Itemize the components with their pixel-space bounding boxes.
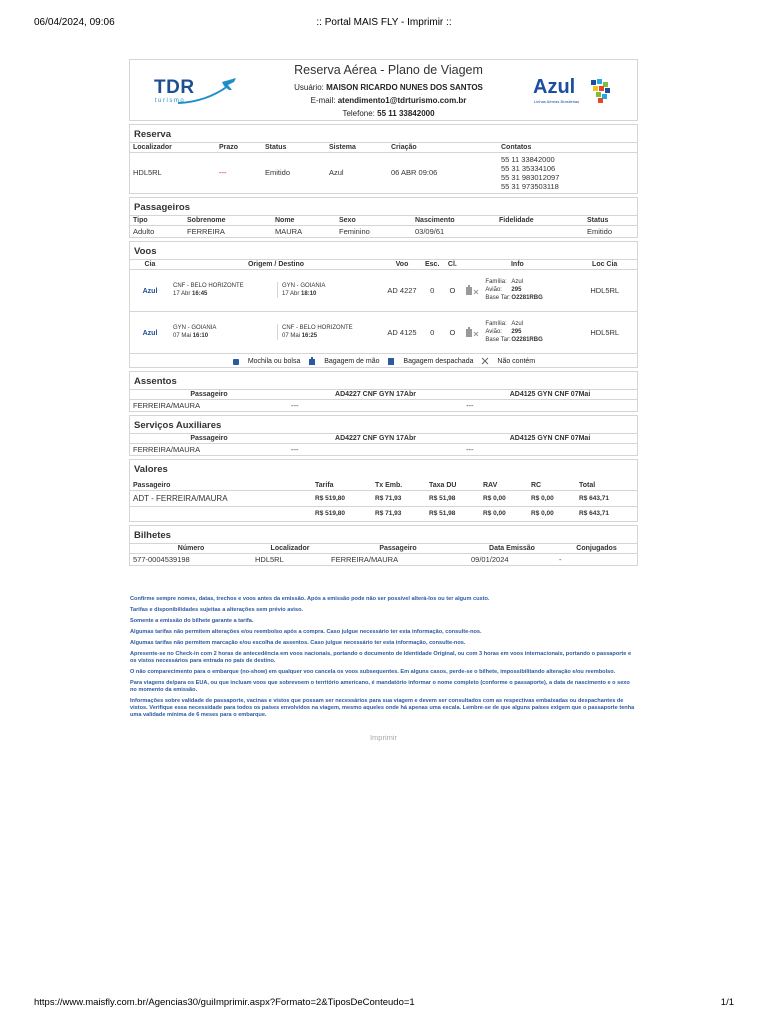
reserva-table: Localizador Prazo Status Sistema Criação Contatos HDL5RL --- Emitido Azul 06 ABR 09:06 55 11 33842000 55 31 35334106 55 31 983012097 55 31 973503118: [130, 143, 637, 193]
note: Para viagens de/para os EUA, ou que incluam voos que sobrevoem o território americano, é mandatório informar o nome completo (conforme o passaporte), a data de nascimento e o sexo no momento da emissão.: [130, 679, 630, 693]
note: Algumas tarifas não permitem marcação e/ou escolha de assentos. Caso julgue necessário ter esta informação, consulte-nos.: [130, 639, 466, 646]
print-header: [34, 17, 734, 31]
flight-destination: GYN - GOIANIA 17 Abr 18:10: [282, 283, 326, 297]
user-line: Usuário: MAISON RICARDO NUNES DOS SANTOS: [294, 83, 483, 92]
backpack-icon: [232, 357, 240, 365]
passageiros-title: Passageiros: [130, 198, 637, 216]
bilhetes-section: [129, 525, 638, 566]
reserva-localizador: HDL5RL: [133, 168, 162, 178]
reserva-criacao: 06 ABR 09:06: [391, 168, 438, 178]
flight-number: AD 4227: [387, 285, 417, 295]
valores-section: [129, 459, 638, 522]
print-tab-title: :: Portal MAIS FLY - Imprimir ::: [316, 17, 452, 28]
itinerary-header: [129, 59, 638, 121]
bilhetes-table: Número Localizador Passageiro Data Emissão Conjugados 577-0004539198 HDL5RL FERREIRA/MAURA 09/01/2024 -: [130, 544, 637, 565]
assentos-table: Passageiro AD4227 CNF GYN 17Abr AD4125 GYN CNF 07Mai FERREIRA/MAURA --- ---: [130, 390, 637, 411]
voos-table: Cia Origem / Destino Voo Esc. Cl. Info Loc Cia Azul CNF - BELO HORIZONTE 17 Abr 16:45 GYN - GOIANIA 17 Abr 18:10 AD 4227 0 O Família: Azul Avião: 295 Base Tar:O2281RBG HDL5RL Azul GYN - GOIANIA 07 Mai 16:10 CNF - BELO HORIZONTE 07 Mai 16:25 AD 4125 0 O Família: Azul Avião: 295 Base Tar:O2281RBG HDL5RL: [130, 260, 637, 354]
phone-line: Telefone: 55 11 33842000: [342, 109, 435, 118]
note: Confirme sempre nomes, datas, trechos e voos antes da emissão. Após a emissão pode não ser possível alterá-los ou ter algum custo.: [130, 595, 490, 602]
page-title: Reserva Aérea - Plano de Viagem: [294, 63, 483, 77]
servicos-title: Serviços Auxiliares: [130, 416, 637, 434]
not-included-icon: [481, 357, 489, 365]
note: O não comparecimento para o embarque (no-show) em qualquer voo cancela os voos subsequentes. Em alguns casos, perde-se o bilhete, impossibilitando alteração e/ou reembolso.: [130, 668, 616, 675]
servicos-section: [129, 415, 638, 456]
print-link[interactable]: Imprimir: [369, 732, 398, 742]
brazil-map-icon: [589, 78, 613, 104]
note: Somente a emissão do bilhete garante a tarifa.: [130, 617, 254, 624]
totals-row: R$ 519,80 R$ 71,93 R$ 51,98 R$ 0,00 R$ 0,00 R$ 643,71: [130, 507, 637, 521]
flight-number: AD 4125: [387, 327, 417, 337]
note: Algumas tarifas não permitem alterações e/ou reembolso após a compra. Caso julgue necessário ter esta informação, consulte-nos.: [130, 628, 482, 635]
passageiros-section: [129, 197, 638, 238]
reserva-section: [129, 124, 638, 194]
voos-section: [129, 241, 638, 369]
table-row: 577-0004539198 HDL5RL FERREIRA/MAURA 09/01/2024 -: [130, 553, 637, 565]
reserva-status: Emitido: [265, 168, 291, 178]
airplane-icon: [176, 76, 240, 106]
reserva-sistema: Azul: [329, 168, 344, 178]
azul-mini-logo: Azul: [142, 287, 158, 295]
table-row: FERREIRA/MAURA --- ---: [130, 444, 637, 456]
note: Apresente-se no Check-in com 2 horas de antecedência em voos nacionais, portando o documento de Identidade Original, ou com 3 horas em voos internacionais, portando o passaporte e os vistos necessários para entrada no país de destino.: [130, 650, 632, 664]
flight-row: Azul GYN - GOIANIA 07 Mai 16:10 CNF - BELO HORIZONTE 07 Mai 16:25 AD 4125 0 O Família: Azul Avião: 295 Base Tar:O2281RBG HDL5RL: [130, 311, 637, 353]
bilhetes-title: Bilhetes: [130, 526, 637, 544]
tdr-logo: TDR turismo: [152, 74, 240, 110]
baggage-legend: Mochila ou bolsa Bagagem de mão Bagagem despachada Não contém: [130, 353, 637, 367]
azul-mini-logo: Azul: [142, 329, 158, 337]
flight-origin: CNF - BELO HORIZONTE 17 Abr 16:45: [173, 282, 278, 298]
table-row: Adulto FERREIRA MAURA Feminino 03/09/61 Emitido: [133, 226, 613, 236]
header-info: [250, 63, 527, 120]
valores-table: Passageiro Tarifa Tx Emb. Taxa DU RAV RC Total ADT - FERREIRA/MAURA R$ 519,80 R$ 71,93 R$ 51,98 R$ 0,00 R$ 0,00 R$ 643,71 R$ 519,80 R$ 71,93 R$ 51,98 R$ 0,00 R$ 0,00 R$ 643,71: [130, 481, 637, 521]
valores-title: Valores: [134, 464, 168, 475]
carry-on-icon: [308, 357, 316, 365]
print-datetime: 06/04/2024, 09:06: [34, 17, 115, 28]
notes: [129, 596, 638, 719]
itinerary-page: [129, 59, 638, 742]
checked-bag-icon: [387, 357, 395, 365]
servicos-table: Passageiro AD4227 CNF GYN 17Abr AD4125 GYN CNF 07Mai FERREIRA/MAURA --- ---: [130, 434, 637, 455]
assentos-title: Assentos: [130, 372, 637, 390]
print-url: https://www.maisfly.com.br/Agencias30/guiImprimir.aspx?Formato=2&TiposDeConteudo=1: [34, 997, 415, 1008]
voos-title: Voos: [130, 242, 637, 260]
email-line: E-mail: atendimento1@tdrturismo.com.br: [310, 96, 467, 105]
table-row: FERREIRA/MAURA --- ---: [130, 400, 637, 412]
print-footer: [34, 997, 734, 1011]
baggage-icon: [465, 326, 479, 338]
flight-origin: GYN - GOIANIA 07 Mai 16:10: [173, 324, 278, 340]
flight-destination: CNF - BELO HORIZONTE 07 Mai 16:25: [282, 325, 353, 340]
baggage-icon: [465, 284, 479, 296]
azul-logo: Azul Linhas Aéreas Brasileiras: [533, 76, 615, 108]
passageiros-table: Tipo Sobrenome Nome Sexo Nascimento Fidelidade Status Adulto FERREIRA MAURA Feminino 03/09/61 Emitido: [130, 216, 637, 237]
table-row: ADT - FERREIRA/MAURA R$ 519,80 R$ 71,93 R$ 51,98 R$ 0,00 R$ 0,00 R$ 643,71: [130, 491, 637, 507]
reserva-title: Reserva: [130, 125, 637, 143]
flight-row: Azul CNF - BELO HORIZONTE 17 Abr 16:45 GYN - GOIANIA 17 Abr 18:10 AD 4227 0 O Família: Azul Avião: 295 Base Tar:O2281RBG HDL5RL: [130, 269, 637, 311]
note: Tarifas e disponibilidades sujeitas a alterações sem prévio aviso.: [130, 606, 304, 613]
print-page-count: 1/1: [720, 997, 734, 1008]
reserva-contatos: 55 11 33842000 55 31 35334106 55 31 983012097 55 31 973503118: [501, 154, 560, 191]
note: Informações sobre validade de passaporte, vacinas e vistos que possam ser necessários para sua viagem e devem ser consultados com as respectivas embaixadas ou despachantes de vistos. Verifique essa necessidade para todos os países envolvidos na viagem, mesmo aqueles onde há apenas uma escala. Lembre-se de que alguns países exigem que o passaporte tenha uma validade mínima de 6 meses para o embarque.: [130, 697, 635, 718]
assentos-section: [129, 371, 638, 412]
reserva-prazo: ---: [219, 168, 227, 178]
